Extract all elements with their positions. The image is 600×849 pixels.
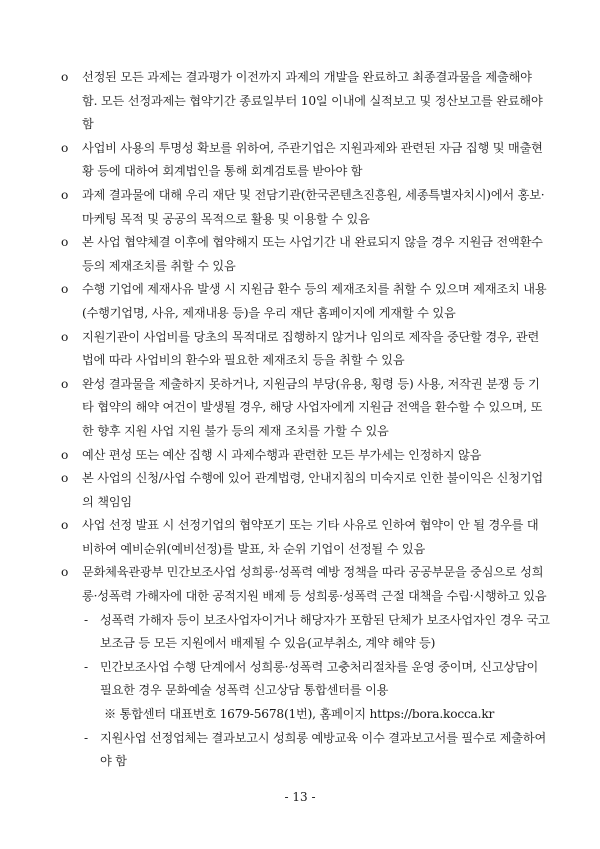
bullet-marker: o — [61, 565, 69, 580]
reference-note: ※ 통합센터 대표번호 1679-5678(1번), 홈페이지 https://bora.kocca.kr — [104, 707, 495, 722]
dash-marker: - — [84, 612, 88, 627]
sub-list-item — [58, 656, 550, 703]
bullet-marker: o — [61, 70, 69, 84]
list-item — [58, 66, 550, 137]
list-item — [58, 561, 550, 608]
dash-marker: - — [84, 659, 88, 674]
list-item — [58, 373, 550, 444]
list-item-text: 사업비 사용의 투명성 확보를 위하여, 주관기업은 지원과제와 관련된 자금 집행 및 매출현황 등에 대하여 회계법인을 통해 회계검토를 받아야 함 — [82, 140, 543, 179]
list-item — [58, 444, 550, 468]
sub-list-item — [58, 727, 550, 774]
list-item-text: 본 사업 협약체결 이후에 협약해지 또는 사업기간 내 완료되지 않을 경우 지원금 전액환수 등의 제재조치를 취할 수 있음 — [82, 235, 543, 273]
sub-list-item-text: 민간보조사업 수행 단계에서 성희롱·성폭력 고충처리절차를 운영 중이며, 신고상담이 필요한 경우 문화예술 성폭력 신고상담 통합센터를 이용 — [100, 659, 539, 698]
sub-list-item — [58, 609, 550, 656]
bullet-marker: o — [61, 282, 69, 297]
sub-list-item-text: 성폭력 가해자 등이 보조사업자이거나 해당자가 포함된 단체가 보조사업자인 경우 국고보조금 등 모든 지원에서 배제될 수 있음(교부취소, 계약 해약 등) — [100, 612, 550, 651]
list-item — [58, 231, 550, 278]
bullet-marker: o — [61, 447, 69, 462]
bullet-marker: o — [61, 140, 69, 155]
sub-list-item-text: 지원사업 선정업체는 결과보고시 성희롱 예방교육 이수 결과보고서를 필수로 제출하여야 함 — [100, 730, 547, 769]
list-item-text: 수행 기업에 제재사유 발생 시 지원금 환수 등의 제재조치를 취할 수 있으며 제재조치 내용(수행기업명, 사유, 제재내용 등)을 우리 재단 홈페이지에 게재할 수 있음 — [82, 282, 547, 320]
bullet-marker: o — [61, 376, 69, 391]
list-item — [58, 326, 550, 373]
bullet-marker: o — [61, 187, 69, 202]
bullet-marker: o — [61, 235, 69, 250]
list-item — [58, 514, 550, 561]
list-item — [58, 184, 550, 231]
document-body — [58, 66, 550, 774]
bullet-marker: o — [61, 518, 69, 533]
list-item — [58, 137, 550, 184]
bullet-marker: o — [61, 471, 69, 486]
list-item — [58, 278, 550, 325]
list-item-text: 선정된 모든 과제는 결과평가 이전까지 과제의 개발을 완료하고 최종결과물을 제출해야 함. 모든 선정과제는 협약기간 종료일부터 10일 이내에 실적보고 및 정산보고를 완료해야 함 — [82, 70, 543, 132]
list-item-text: 예산 편성 또는 예산 집행 시 과제수행과 관련한 모든 부가세는 인정하지 않음 — [82, 447, 482, 462]
list-item-text: 과제 결과물에 대해 우리 재단 및 전담기관(한국콘텐츠진흥원, 세종특별자치시)에서 홍보·마케팅 목적 및 공공의 목적으로 활용 및 이용할 수 있음 — [82, 187, 545, 226]
page-number: - 13 - — [284, 790, 316, 804]
bullet-marker: o — [61, 329, 69, 344]
list-item-text: 문화체육관광부 민간보조사업 성희롱·성폭력 예방 정책을 따라 공공부문을 중심으로 성희롱·성폭력 가해자에 대한 공적지원 배제 등 성희롱·성폭력 근절 대책을 수립·시행하고 있음 — [82, 565, 547, 604]
list-item-text: 사업 선정 발표 시 선정기업의 협약포기 또는 기타 사유로 인하여 협약이 안 될 경우를 대비하여 예비순위(예비선정)를 발표, 차 순위 기업이 선정될 수 있음 — [82, 518, 539, 556]
list-item-text: 지원기관이 사업비를 당초의 목적대로 집행하지 않거나 임의로 제작을 중단할 경우, 관련법에 따라 사업비의 환수와 필요한 제재조치 등을 취할 수 있음 — [82, 329, 540, 368]
list-item-text: 완성 결과물을 제출하지 못하거나, 지원금의 부당(유용, 횡령 등) 사용, 저작권 분쟁 등 기타 협약의 해약 여건이 발생될 경우, 해당 사업자에게 지원금 전액을 환수할 수 있으며, 또한 향후 지원 사업 지원 불가 등의 제재 조치를 가할 수 있음 — [82, 376, 543, 438]
list-item-text: 본 사업의 신청/사업 수행에 있어 관계법령, 안내지침의 미숙지로 인한 불이익은 신청기업의 책임임 — [82, 471, 543, 509]
dash-marker: - — [84, 730, 88, 745]
list-item — [58, 467, 550, 514]
